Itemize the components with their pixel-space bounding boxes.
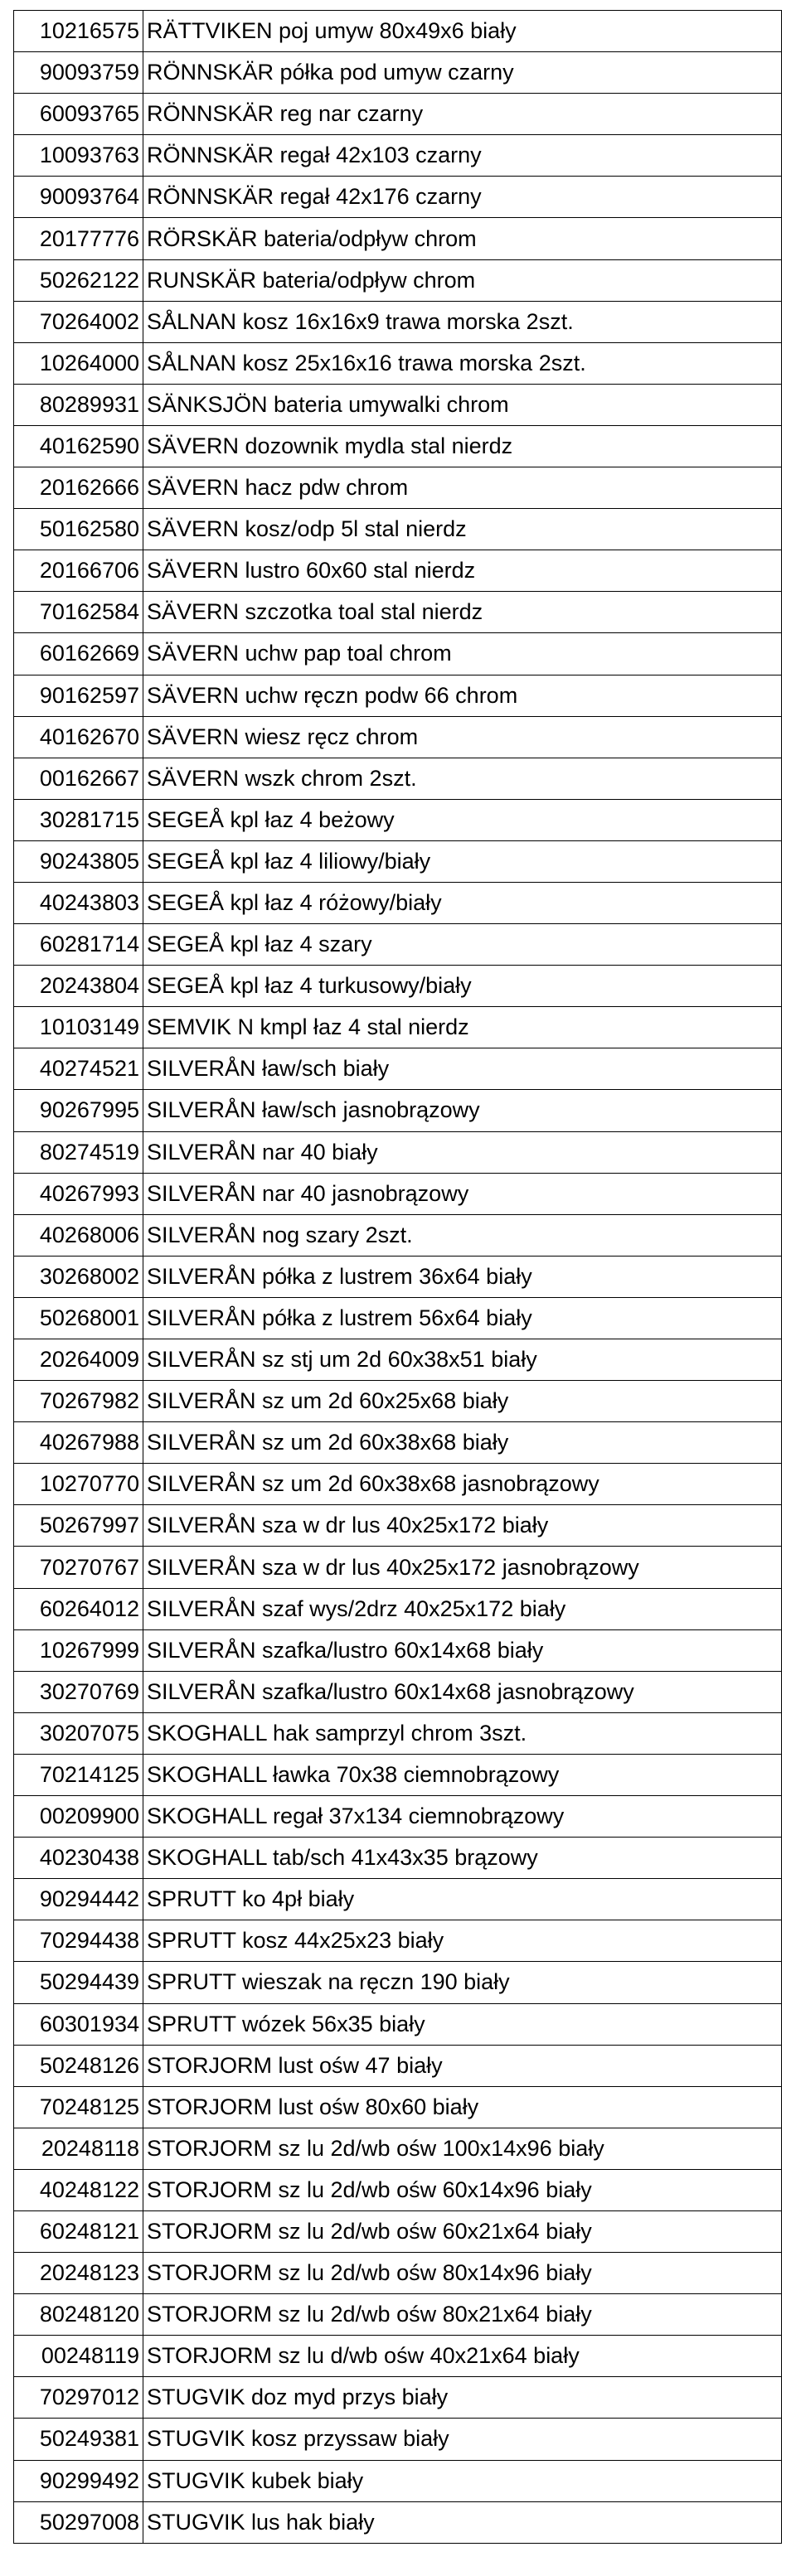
product-name-cell: SÅLNAN kosz 25x16x16 trawa morska 2szt.	[143, 342, 782, 384]
table-row	[14, 2086, 782, 2128]
table-row	[14, 1464, 782, 1505]
product-name-cell: STORJORM lust ośw 47 biały	[143, 2045, 782, 2086]
product-name-cell: SÄVERN uchw ręczn podw 66 chrom	[143, 675, 782, 716]
table-row	[14, 1090, 782, 1131]
product-name-cell: SILVERÅN sz um 2d 60x38x68 biały	[143, 1422, 782, 1464]
product-name-cell: SILVERÅN nar 40 biały	[143, 1131, 782, 1173]
table-row	[14, 11, 782, 52]
article-number-cell: 50249381	[14, 2419, 143, 2460]
product-name-cell: SÄVERN wszk chrom 2szt.	[143, 758, 782, 799]
table-row	[14, 1547, 782, 1588]
article-number-cell: 20248118	[14, 2128, 143, 2169]
article-number-cell: 40274521	[14, 1048, 143, 1090]
article-number-cell: 10270770	[14, 1464, 143, 1505]
article-number-cell: 10103149	[14, 1007, 143, 1048]
article-number-cell: 00162667	[14, 758, 143, 799]
product-name-cell: SPRUTT wózek 56x35 biały	[143, 2003, 782, 2045]
product-name-cell: SÄVERN hacz pdw chrom	[143, 467, 782, 509]
article-number-cell: 00209900	[14, 1796, 143, 1838]
article-number-cell: 70294438	[14, 1920, 143, 1962]
article-number-cell: 80274519	[14, 1131, 143, 1173]
table-row	[14, 1339, 782, 1381]
table-row	[14, 2336, 782, 2377]
table-row	[14, 1422, 782, 1464]
table-row	[14, 52, 782, 94]
article-number-cell: 50162580	[14, 509, 143, 550]
product-table-body	[14, 11, 782, 2544]
product-name-cell: STORJORM sz lu 2d/wb ośw 60x21x64 biały	[143, 2210, 782, 2252]
table-row	[14, 259, 782, 301]
table-row	[14, 1838, 782, 1879]
table-row	[14, 882, 782, 923]
table-row	[14, 1297, 782, 1339]
product-name-cell: RÄTTVIKEN poj umyw 80x49x6 biały	[143, 11, 782, 52]
product-list-sheet	[13, 10, 781, 2544]
article-number-cell: 30270769	[14, 1671, 143, 1712]
product-name-cell: SILVERÅN sza w dr lus 40x25x172 jasnobrązowy	[143, 1547, 782, 1588]
table-row	[14, 1920, 782, 1962]
product-name-cell: SPRUTT ko 4pł biały	[143, 1879, 782, 1920]
table-row	[14, 550, 782, 592]
product-name-cell: SÄVERN lustro 60x60 stal nierdz	[143, 550, 782, 592]
table-row	[14, 675, 782, 716]
article-number-cell: 70162584	[14, 592, 143, 633]
product-name-cell: STORJORM sz lu 2d/wb ośw 80x21x64 biały	[143, 2294, 782, 2336]
article-number-cell: 60301934	[14, 2003, 143, 2045]
article-number-cell: 50294439	[14, 1962, 143, 2003]
article-number-cell: 50297008	[14, 2501, 143, 2543]
article-number-cell: 90299492	[14, 2460, 143, 2501]
table-row	[14, 425, 782, 467]
table-row	[14, 966, 782, 1007]
table-row	[14, 1131, 782, 1173]
table-row	[14, 135, 782, 177]
article-number-cell: 60264012	[14, 1588, 143, 1629]
table-row	[14, 2501, 782, 2543]
article-number-cell: 40230438	[14, 1838, 143, 1879]
article-number-cell: 90162597	[14, 675, 143, 716]
article-number-cell: 20162666	[14, 467, 143, 509]
product-name-cell: SEMVIK N kmpl łaz 4 stal nierdz	[143, 1007, 782, 1048]
product-name-cell: STORJORM sz lu 2d/wb ośw 100x14x96 biały	[143, 2128, 782, 2169]
article-number-cell: 60093765	[14, 94, 143, 135]
product-name-cell: SILVERÅN ław/sch biały	[143, 1048, 782, 1090]
product-name-cell: STUGVIK kubek biały	[143, 2460, 782, 2501]
article-number-cell: 30268002	[14, 1256, 143, 1297]
product-name-cell: SILVERÅN sz stj um 2d 60x38x51 biały	[143, 1339, 782, 1381]
table-row	[14, 758, 782, 799]
product-name-cell: SILVERÅN szafka/lustro 60x14x68 jasnobrązowy	[143, 1671, 782, 1712]
article-number-cell: 80248120	[14, 2294, 143, 2336]
article-number-cell: 10216575	[14, 11, 143, 52]
table-row	[14, 94, 782, 135]
product-name-cell: STORJORM lust ośw 80x60 biały	[143, 2086, 782, 2128]
article-number-cell: 30207075	[14, 1712, 143, 1754]
table-row	[14, 384, 782, 425]
table-row	[14, 1588, 782, 1629]
table-row	[14, 2210, 782, 2252]
product-name-cell: SÄNKSJÖN bateria umywalki chrom	[143, 384, 782, 425]
article-number-cell: 70267982	[14, 1381, 143, 1422]
article-number-cell: 70297012	[14, 2377, 143, 2419]
product-name-cell: SPRUTT kosz 44x25x23 biały	[143, 1920, 782, 1962]
table-row	[14, 1671, 782, 1712]
table-row	[14, 1048, 782, 1090]
product-name-cell: SEGEÅ kpl łaz 4 różowy/biały	[143, 882, 782, 923]
table-row	[14, 509, 782, 550]
table-row	[14, 218, 782, 259]
product-name-cell: SILVERÅN szaf wys/2drz 40x25x172 biały	[143, 1588, 782, 1629]
product-name-cell: SEGEÅ kpl łaz 4 beżowy	[143, 799, 782, 840]
article-number-cell: 10267999	[14, 1629, 143, 1671]
table-row	[14, 1173, 782, 1214]
product-name-cell: RÖNNSKÄR półka pod umyw czarny	[143, 52, 782, 94]
product-name-cell: STUGVIK kosz przyssaw biały	[143, 2419, 782, 2460]
table-row	[14, 1796, 782, 1838]
product-name-cell: RÖNNSKÄR regał 42x176 czarny	[143, 177, 782, 218]
table-row	[14, 799, 782, 840]
article-number-cell: 50248126	[14, 2045, 143, 2086]
table-row	[14, 592, 782, 633]
article-number-cell: 60281714	[14, 924, 143, 966]
article-number-cell: 20166706	[14, 550, 143, 592]
table-row	[14, 2294, 782, 2336]
product-name-cell: RÖRSKÄR bateria/odpływ chrom	[143, 218, 782, 259]
article-number-cell: 80289931	[14, 384, 143, 425]
product-name-cell: SEGEÅ kpl łaz 4 szary	[143, 924, 782, 966]
product-name-cell: SEGEÅ kpl łaz 4 turkusowy/biały	[143, 966, 782, 1007]
article-number-cell: 10264000	[14, 342, 143, 384]
table-row	[14, 1712, 782, 1754]
product-name-cell: SKOGHALL hak samprzyl chrom 3szt.	[143, 1712, 782, 1754]
product-name-cell: STUGVIK doz myd przys biały	[143, 2377, 782, 2419]
product-name-cell: SÅLNAN kosz 16x16x9 trawa morska 2szt.	[143, 301, 782, 342]
table-row	[14, 2045, 782, 2086]
product-name-cell: SÄVERN wiesz ręcz chrom	[143, 716, 782, 758]
table-row	[14, 1505, 782, 1547]
product-name-cell: SPRUTT wieszak na ręczn 190 biały	[143, 1962, 782, 2003]
table-row	[14, 467, 782, 509]
product-name-cell: SILVERÅN nar 40 jasnobrązowy	[143, 1173, 782, 1214]
article-number-cell: 20248123	[14, 2253, 143, 2294]
table-row	[14, 2253, 782, 2294]
article-number-cell: 20243804	[14, 966, 143, 1007]
article-number-cell: 20177776	[14, 218, 143, 259]
product-name-cell: SILVERÅN sz um 2d 60x38x68 jasnobrązowy	[143, 1464, 782, 1505]
table-row	[14, 2377, 782, 2419]
article-number-cell: 40243803	[14, 882, 143, 923]
article-number-cell: 60248121	[14, 2210, 143, 2252]
product-name-cell: SKOGHALL tab/sch 41x43x35 brązowy	[143, 1838, 782, 1879]
article-number-cell: 10093763	[14, 135, 143, 177]
table-row	[14, 1754, 782, 1795]
article-number-cell: 40267993	[14, 1173, 143, 1214]
product-name-cell: SEGEÅ kpl łaz 4 liliowy/biały	[143, 840, 782, 882]
article-number-cell: 30281715	[14, 799, 143, 840]
article-number-cell: 20264009	[14, 1339, 143, 1381]
table-row	[14, 2003, 782, 2045]
table-row	[14, 2169, 782, 2210]
product-name-cell: SILVERÅN półka z lustrem 56x64 biały	[143, 1297, 782, 1339]
product-name-cell: SÄVERN kosz/odp 5l stal nierdz	[143, 509, 782, 550]
article-number-cell: 50262122	[14, 259, 143, 301]
product-name-cell: STUGVIK lus hak biały	[143, 2501, 782, 2543]
article-number-cell: 50267997	[14, 1505, 143, 1547]
table-row	[14, 301, 782, 342]
product-name-cell: SKOGHALL regał 37x134 ciemnobrązowy	[143, 1796, 782, 1838]
table-row	[14, 1007, 782, 1048]
product-name-cell: SILVERÅN sz um 2d 60x25x68 biały	[143, 1381, 782, 1422]
table-row	[14, 633, 782, 675]
product-name-cell: RÖNNSKÄR reg nar czarny	[143, 94, 782, 135]
table-row	[14, 1214, 782, 1256]
article-number-cell: 40162670	[14, 716, 143, 758]
table-row	[14, 1879, 782, 1920]
table-row	[14, 2128, 782, 2169]
table-row	[14, 840, 782, 882]
article-number-cell: 70264002	[14, 301, 143, 342]
article-number-cell: 90267995	[14, 1090, 143, 1131]
table-row	[14, 1962, 782, 2003]
product-name-cell: RUNSKÄR bateria/odpływ chrom	[143, 259, 782, 301]
product-name-cell: STORJORM sz lu d/wb ośw 40x21x64 biały	[143, 2336, 782, 2377]
product-name-cell: SKOGHALL ławka 70x38 ciemnobrązowy	[143, 1754, 782, 1795]
product-name-cell: SILVERÅN półka z lustrem 36x64 biały	[143, 1256, 782, 1297]
product-name-cell: SILVERÅN sza w dr lus 40x25x172 biały	[143, 1505, 782, 1547]
table-row	[14, 716, 782, 758]
product-name-cell: SÄVERN szczotka toal stal nierdz	[143, 592, 782, 633]
product-name-cell: RÖNNSKÄR regał 42x103 czarny	[143, 135, 782, 177]
article-number-cell: 70214125	[14, 1754, 143, 1795]
article-number-cell: 90093759	[14, 52, 143, 94]
product-name-cell: SÄVERN uchw pap toal chrom	[143, 633, 782, 675]
table-row	[14, 924, 782, 966]
article-number-cell: 50268001	[14, 1297, 143, 1339]
product-name-cell: STORJORM sz lu 2d/wb ośw 80x14x96 biały	[143, 2253, 782, 2294]
article-number-cell: 40268006	[14, 1214, 143, 1256]
article-number-cell: 70248125	[14, 2086, 143, 2128]
table-row	[14, 177, 782, 218]
table-row	[14, 2460, 782, 2501]
article-number-cell: 70270767	[14, 1547, 143, 1588]
article-number-cell: 40248122	[14, 2169, 143, 2210]
article-number-cell: 90093764	[14, 177, 143, 218]
product-name-cell: SILVERÅN szafka/lustro 60x14x68 biały	[143, 1629, 782, 1671]
table-row	[14, 2419, 782, 2460]
table-row	[14, 342, 782, 384]
article-number-cell: 90294442	[14, 1879, 143, 1920]
product-name-cell: SÄVERN dozownik mydla stal nierdz	[143, 425, 782, 467]
table-row	[14, 1629, 782, 1671]
article-number-cell: 40162590	[14, 425, 143, 467]
article-number-cell: 00248119	[14, 2336, 143, 2377]
table-row	[14, 1256, 782, 1297]
product-name-cell: SILVERÅN nog szary 2szt.	[143, 1214, 782, 1256]
article-number-cell: 40267988	[14, 1422, 143, 1464]
product-table	[13, 10, 782, 2544]
product-name-cell: SILVERÅN ław/sch jasnobrązowy	[143, 1090, 782, 1131]
article-number-cell: 60162669	[14, 633, 143, 675]
article-number-cell: 90243805	[14, 840, 143, 882]
product-name-cell: STORJORM sz lu 2d/wb ośw 60x14x96 biały	[143, 2169, 782, 2210]
table-row	[14, 1381, 782, 1422]
